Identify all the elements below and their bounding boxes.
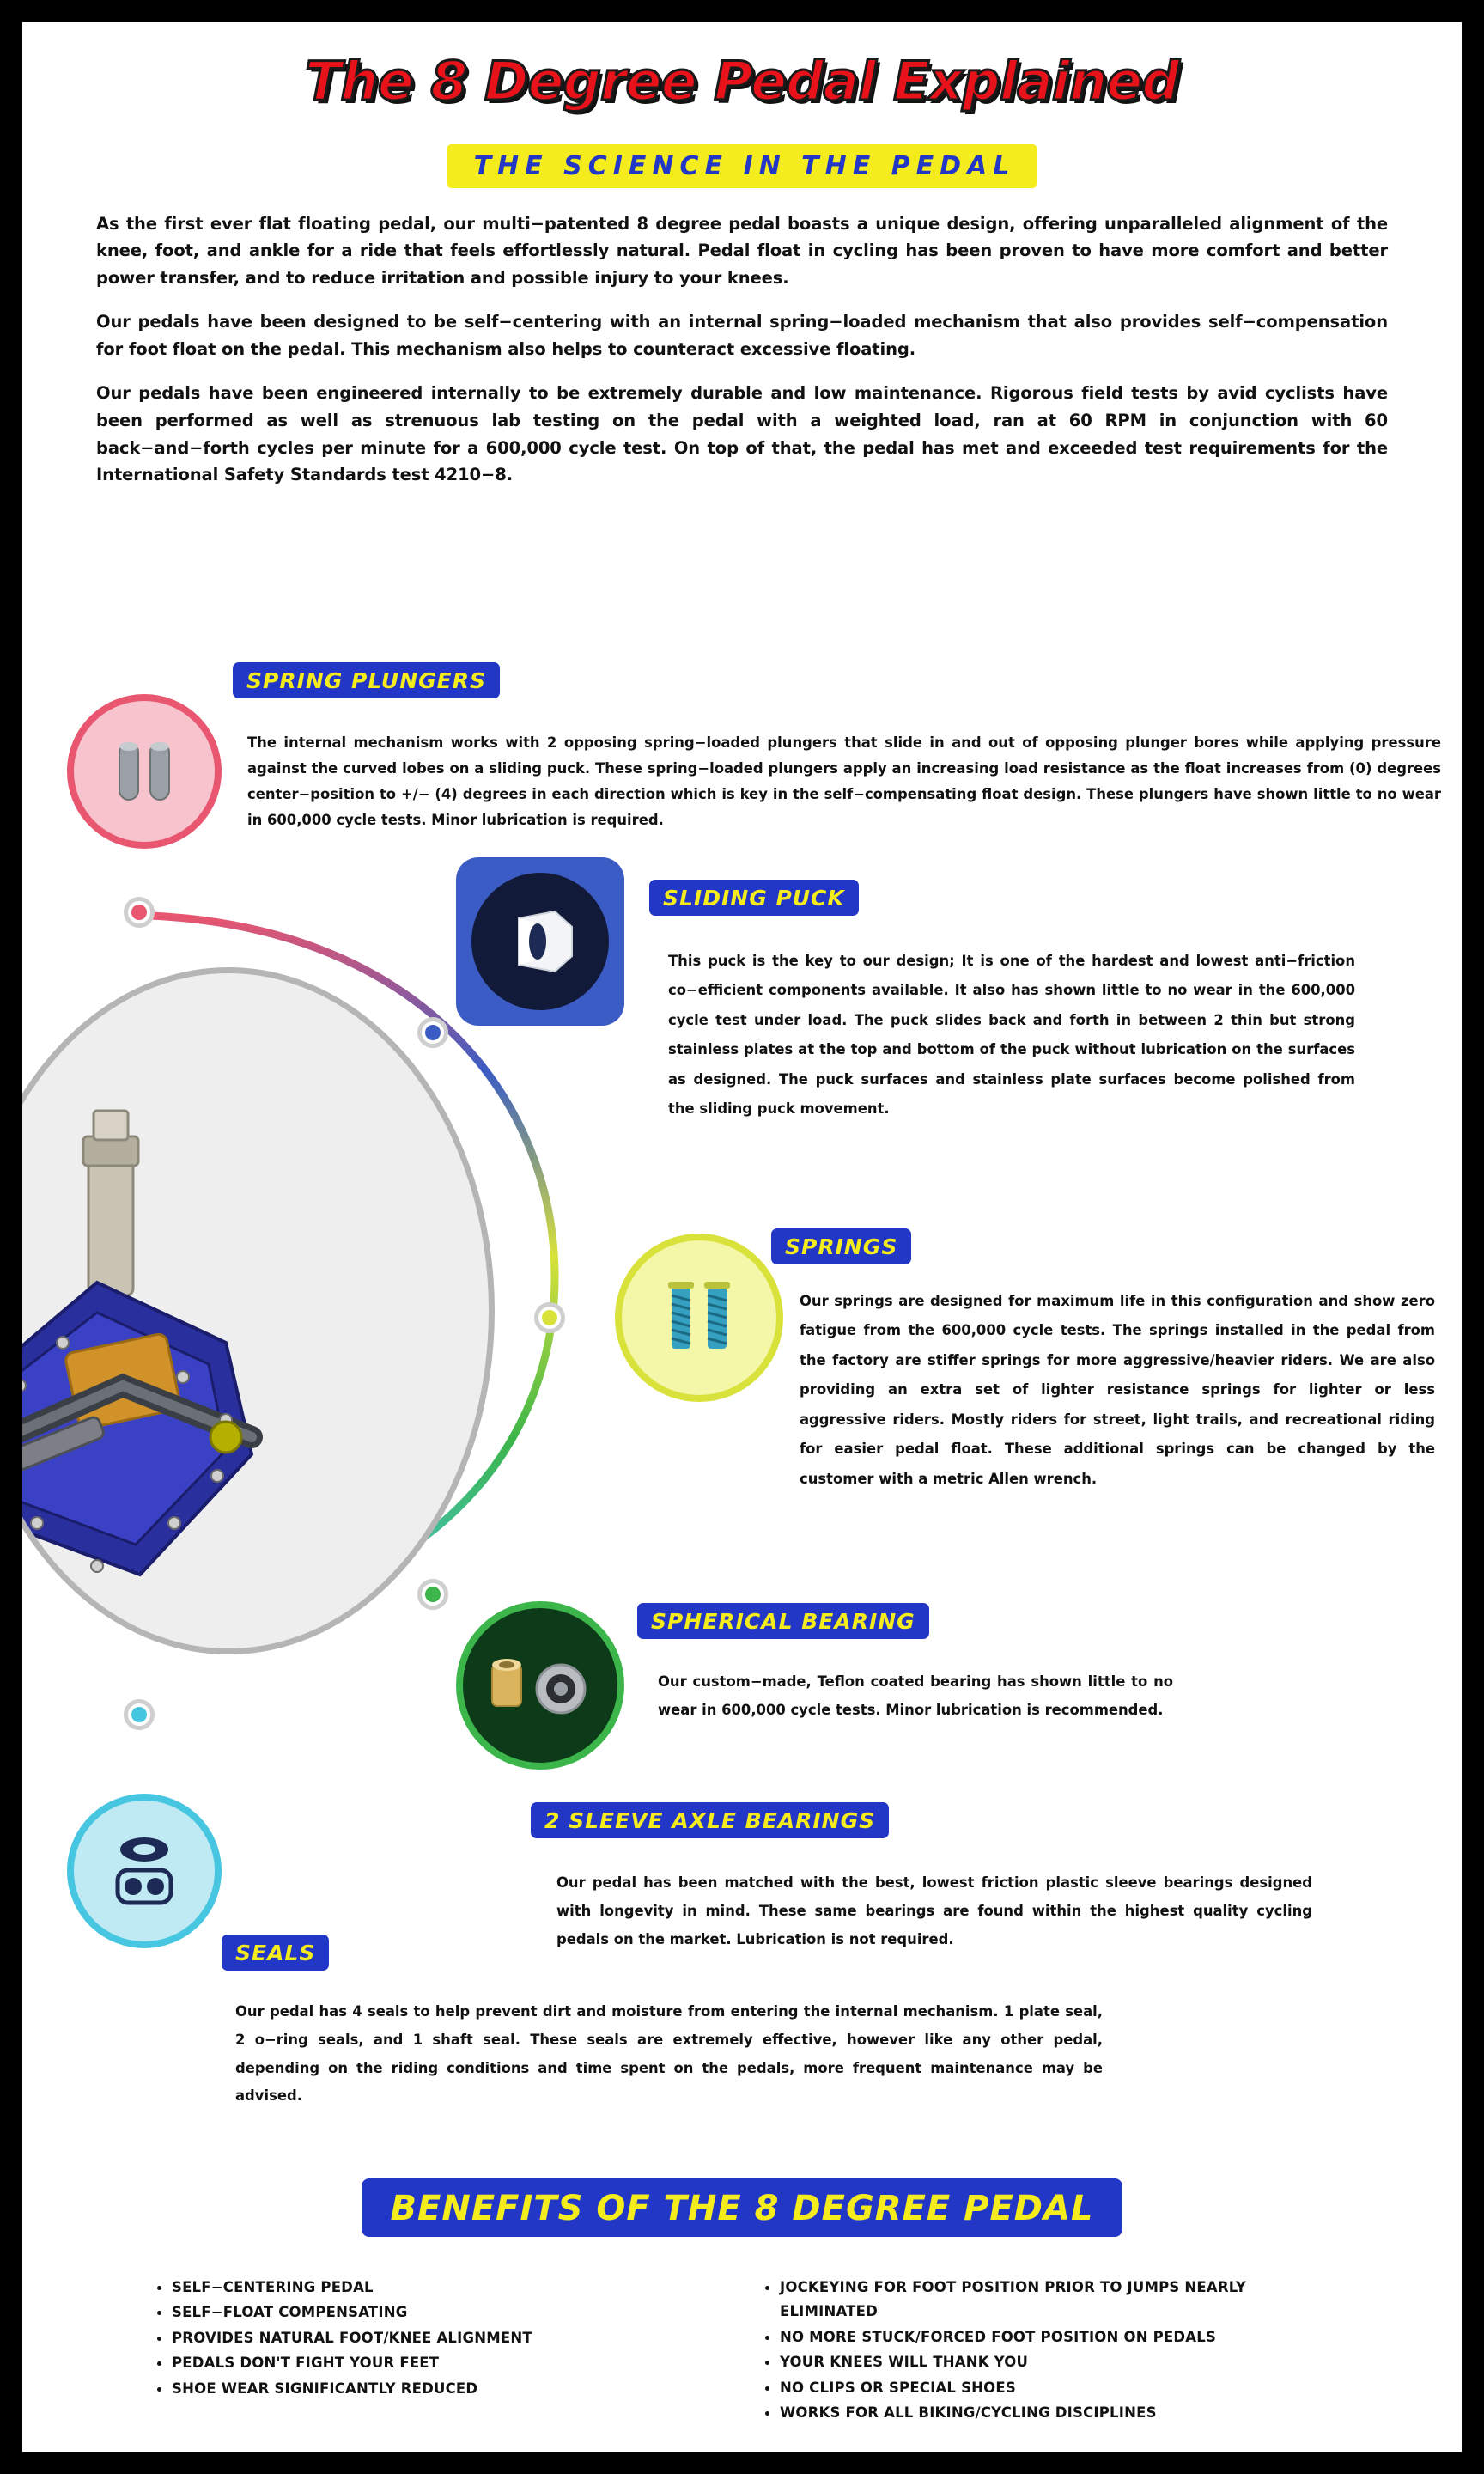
connector-dot-sleeve xyxy=(124,1699,155,1730)
list-item: • YOUR KNEES WILL THANK YOU xyxy=(780,2349,1333,2374)
sleeve-bearings-icon xyxy=(94,1820,195,1922)
spring-plungers-badge-wrap xyxy=(233,662,500,698)
sliding-puck-badge: SLIDING PUCK xyxy=(649,880,859,916)
spring-plungers-badge: SPRING PLUNGERS xyxy=(233,662,500,698)
springs-text: Our springs are designed for maximum life in this configuration and show zero fatigue from the 600,000 cycle tests. The springs installed in the pedal from the factory are stiffer springs for more aggressive/heavier riders. We are also providing an extra set of lighter resistance springs for lighter or less aggressive riders. Mostly riders for street, light trails, and recreational riding for easier pedal float. These additional springs can be changed by the customer with a metric Allen wrench. xyxy=(800,1293,1435,1487)
springs-badge: SPRINGS xyxy=(771,1228,911,1264)
list-item: • SHOE WEAR SIGNIFICANTLY REDUCED xyxy=(172,2376,725,2401)
seals-badge: SEALS xyxy=(222,1935,329,1971)
pedal-illustration-icon xyxy=(0,973,495,1654)
sleeve-bearings-icon-circle xyxy=(67,1794,222,1948)
subtitle-banner: THE SCIENCE IN THE PEDAL xyxy=(447,144,1038,188)
spherical-bearing-badge-wrap xyxy=(637,1603,929,1639)
seals-text: Our pedal has 4 seals to help prevent dirt and moisture from entering the internal mechanism. 1 plate seal, 2 o−ring seals, and 1 shaft seal. These seals are extremely effective, however like any other pedal, depending on the riding conditions and time spent on the pedals, more frequent maintenance may be advised. xyxy=(235,2003,1103,2105)
benefits-title: BENEFITS OF THE 8 DEGREE PEDAL xyxy=(362,2178,1123,2237)
sleeve-bearings-badge-wrap xyxy=(531,1802,889,1838)
spherical-bearing-badge: SPHERICAL BEARING xyxy=(637,1603,929,1639)
sliding-puck-badge-wrap xyxy=(649,880,859,916)
page-title: The 8 Degree Pedal Explained xyxy=(305,50,1179,113)
sleeve-bearings-text: Our pedal has been matched with the best, lowest friction plastic sleeve bearings designed with longevity in mind. These same bearings are found within the highest quality cycling pedals on the market. Lubrication is not required. xyxy=(556,1874,1312,1947)
subtitle-banner-wrap xyxy=(22,144,1462,188)
list-item: • WORKS FOR ALL BIKING/CYCLING DISCIPLINES xyxy=(780,2400,1333,2425)
seals-badge-wrap xyxy=(222,1935,329,1971)
spherical-bearing-text: Our custom−made, Teflon coated bearing has shown little to no wear in 600,000 cycle tests. Minor lubrication is recommended. xyxy=(658,1673,1173,1718)
dot-fill-icon xyxy=(425,1025,441,1040)
list-item: • NO MORE STUCK/FORCED FOOT POSITION ON PEDALS xyxy=(780,2325,1333,2349)
puck-icon xyxy=(493,894,587,989)
list-item: • PEDALS DON'T FIGHT YOUR FEET xyxy=(172,2350,725,2375)
sliding-puck-text: This puck is the key to our design; It is one of the hardest and lowest anti−friction co−efficient components available. It also has shown little to no wear in the 600,000 cycle test under load. The puck slides back and forth in between 2 thin but strong stainless plates at the top and bottom of the puck without lubrication on the surfaces as designed. The puck surfaces and stainless plate surfaces become polished from the sliding puck movement. xyxy=(668,953,1355,1118)
pedal-photo xyxy=(0,967,495,1654)
connector-dot-bearing xyxy=(417,1579,448,1610)
springs-icon-circle xyxy=(615,1234,783,1402)
list-item: • SELF−FLOAT COMPENSATING xyxy=(172,2300,725,2325)
spring-plungers-pin-tip xyxy=(134,887,168,921)
list-item: • PROVIDES NATURAL FOOT/KNEE ALIGNMENT xyxy=(172,2325,725,2350)
sleeve-bearings-badge: 2 SLEEVE AXLE BEARINGS xyxy=(531,1802,889,1838)
sliding-puck-icon-circle xyxy=(471,873,609,1010)
list-item: • SELF−CENTERING PEDAL xyxy=(172,2275,725,2300)
dot-fill-icon xyxy=(542,1310,557,1325)
connector-dot-springs xyxy=(534,1302,565,1333)
springs-badge-wrap xyxy=(771,1228,911,1264)
intro-paragraph-3: Our pedals have been engineered internally to be extremely durable and low maintenance. Rigorous field tests by avid cyclists have been performed as well as strenuous lab testing on the pedal with a weighted load, ran at 60 RPM in conjunction with 60 back−and−forth cycles per minute for a 600,000 cycle test. On top of that, the pedal has met and exceeded test requirements for the International Safety Standards test 4210−8. xyxy=(96,383,1388,485)
spherical-bearing-icon-circle xyxy=(456,1601,624,1770)
dot-fill-icon xyxy=(425,1587,441,1602)
bearing-icon xyxy=(480,1642,600,1728)
intro-paragraph-2: Our pedals have been designed to be self−centering with an internal spring−loaded mechanism that also provides self−compensation for foot float on the pedal. This mechanism also helps to counteract excessive floating. xyxy=(96,312,1388,359)
benefits-lists xyxy=(22,2252,1462,2425)
plungers-icon xyxy=(97,724,192,819)
springs-icon xyxy=(648,1266,751,1369)
connector-dot-puck xyxy=(417,1017,448,1048)
spring-plungers-icon-circle xyxy=(67,694,222,849)
list-item: • NO CLIPS OR SPECIAL SHOES xyxy=(780,2375,1333,2400)
sliding-puck-icon-tile xyxy=(456,857,624,1026)
dot-fill-icon xyxy=(131,1707,147,1722)
benefits-right-list xyxy=(759,2275,1333,2425)
intro-paragraph-1: As the first ever flat floating pedal, our multi−patented 8 degree pedal boasts a unique design, offering unparalleled alignment of the knee, foot, and ankle for a ride that feels effortlessly natural. Pedal float in cycling has been proven to have more comfort and better power transfer, and to reduce irritation and possible injury to your knees. xyxy=(96,213,1388,288)
benefits-title-wrap xyxy=(22,2178,1462,2237)
list-item: • JOCKEYING FOR FOOT POSITION PRIOR TO JUMPS NEARLY ELIMINATED xyxy=(780,2275,1333,2325)
intro-text xyxy=(96,210,1388,489)
benefits-left-list xyxy=(151,2275,725,2425)
spring-plungers-text: The internal mechanism works with 2 opposing spring−loaded plungers that slide in and out of opposing plunger bores while applying pressure against the curved lobes on a sliding puck. These spring−loaded plungers apply an increasing load resistance as the float increases from (0) degrees center−position to +/− (4) degrees in each direction which is key in the self−compensating float design. These plungers have shown little to no wear in 600,000 cycle tests. Minor lubrication is required. xyxy=(247,734,1441,828)
